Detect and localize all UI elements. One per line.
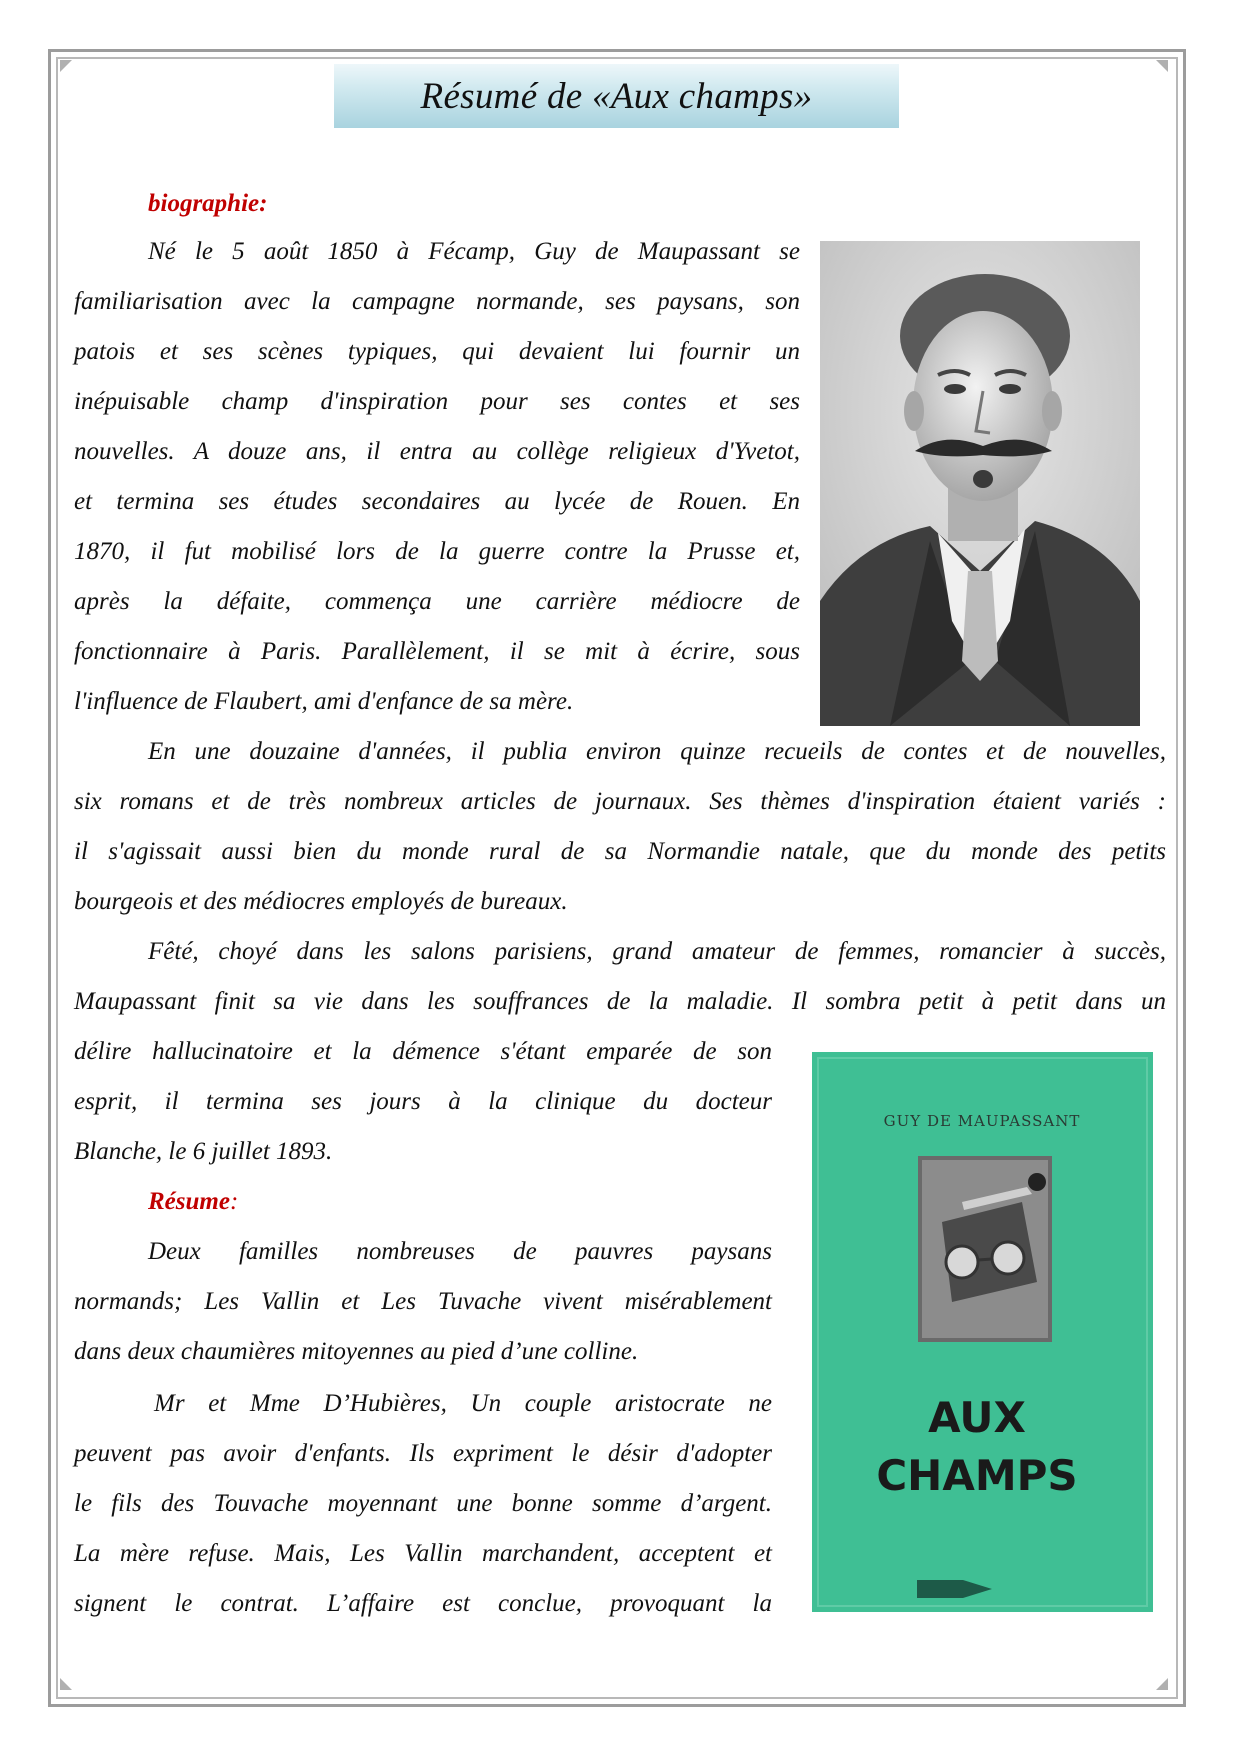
book-illustration [918,1156,1052,1342]
corner-ornament [1156,1678,1168,1690]
book-cover [812,1052,1153,1612]
bio-line: l'influence de Flaubert, ami d'enfance de sa mère. [74,688,574,715]
resume-line: dans deux chaumières mitoyennes au pied d’une colline. [74,1338,639,1365]
title-banner [334,64,899,128]
resume-line: normands; Les Vallin et Les Tuvache vivent misérablement [74,1288,772,1315]
resume-line: La mère refuse. Mais, Les Vallin marchandent, acceptent et [74,1540,772,1567]
portrait-photo [820,241,1140,726]
bio-line: inépuisable champ d'inspiration pour ses contes et ses [74,388,800,415]
section-heading-resume [148,1187,238,1217]
resume-line: signent le contrat. L’affaire est conclue, provoquant la [74,1590,772,1617]
bio-line: nouvelles. A douze ans, il entra au collège religieux d'Yvetot, [74,438,800,465]
bio-line: après la défaite, commença une carrière médiocre de [74,588,800,615]
bio-line: et termina ses études secondaires au lycée de Rouen. En [74,488,800,515]
bio-line: 1870, il fut mobilisé lors de la guerre contre la Prusse et, [74,538,800,565]
section-heading-biographie: biographie: [148,190,268,217]
resume-line: Deux familles nombreuses de pauvres paysans [148,1238,772,1265]
para2-line: il s'agissait aussi bien du monde rural de sa Normandie natale, que du monde des petits [74,838,1166,865]
page-title: Résumé de «Aux champs» [420,75,813,117]
corner-ornament [60,60,72,72]
para3-line: Fêté, choyé dans les salons parisiens, grand amateur de femmes, romancier à succès, [148,938,1166,965]
resume-heading-word: Résume [148,1188,230,1215]
para2-line: six romans et de très nombreux articles de journaux. Ses thèmes d'inspiration étaient variés : [74,788,1166,815]
book-title-line2: CHAMPS [876,1451,1078,1500]
para3-line: Blanche, le 6 juillet 1893. [74,1138,333,1165]
para2-line: En une douzaine d'années, il publia environ quinze recueils de contes et de nouvelles, [148,738,1166,765]
resume-line: Mr et Mme D’Hubières, Un couple aristocrate ne [154,1390,772,1417]
bio-line: Né le 5 août 1850 à Fécamp, Guy de Maupassant se [148,238,800,265]
bio-line: familiarisation avec la campagne normande, ses paysans, son [74,288,800,315]
para3-line: délire hallucinatoire et la démence s'étant emparée de son [74,1038,772,1065]
book-author: GUY DE MAUPASSANT [883,1112,1081,1130]
resume-heading-colon: : [229,1188,239,1215]
bio-line: fonctionnaire à Paris. Parallèlement, il se mit à écrire, sous [74,638,800,665]
book-title-line1: AUX [928,1393,1026,1442]
resume-line: le fils des Touvache moyennant une bonne somme d’argent. [74,1490,772,1517]
para3-line: esprit, il termina ses jours à la clinique du docteur [74,1088,772,1115]
corner-ornament [1156,60,1168,72]
para3-line: Maupassant finit sa vie dans les souffrances de la maladie. Il sombra petit à petit dans un [74,988,1166,1015]
corner-ornament [60,1678,72,1690]
para2-line: bourgeois et des médiocres employés de bureaux. [74,888,568,915]
resume-line: peuvent pas avoir d'enfants. Ils expriment le désir d'adopter [74,1440,772,1467]
bio-line: patois et ses scènes typiques, qui devaient lui fournir un [74,338,800,365]
